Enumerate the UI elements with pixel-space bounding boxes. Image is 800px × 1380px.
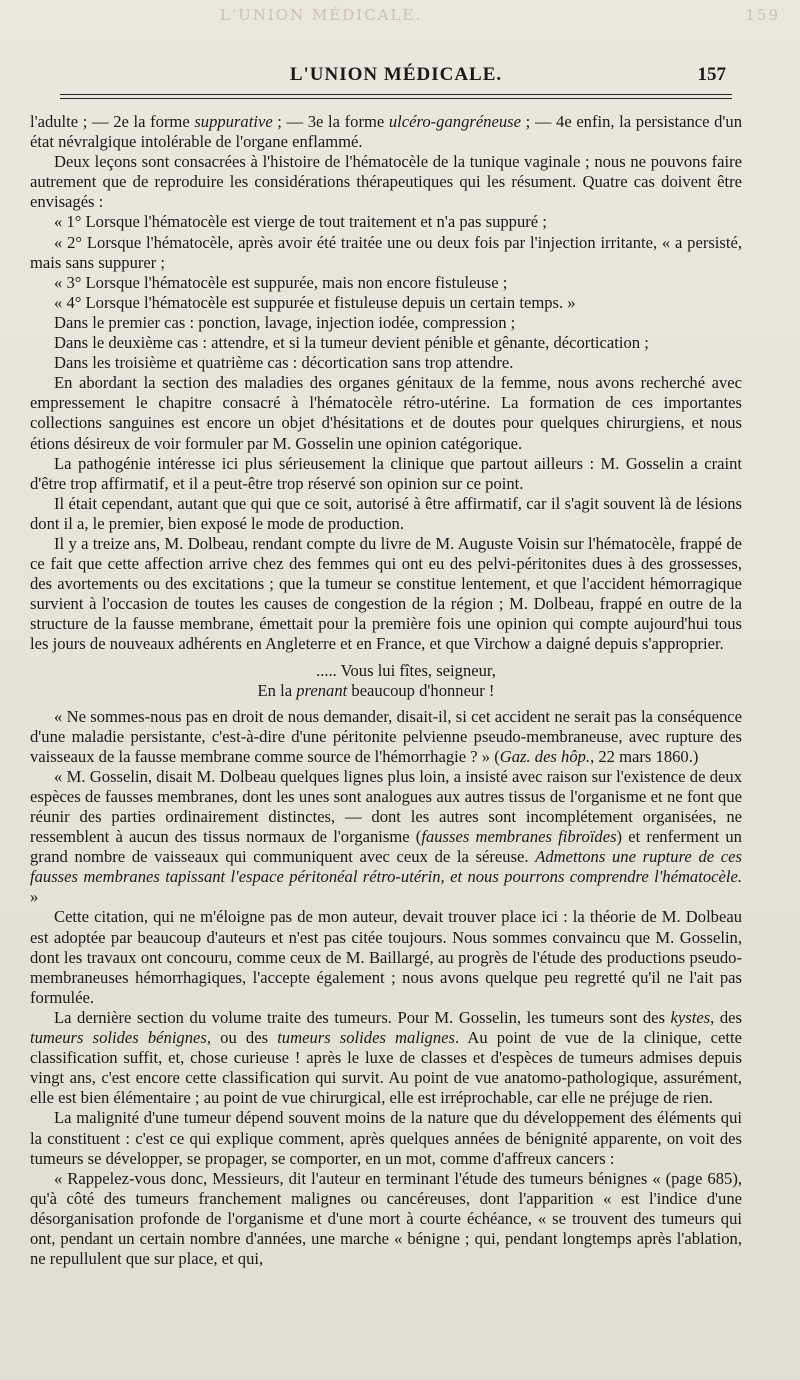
verse-line-2-emphasis: prenant (296, 680, 348, 700)
paragraph (30, 333, 742, 353)
header-rule (60, 94, 732, 95)
paragraph (30, 707, 742, 767)
text-run: , ou des (206, 1028, 278, 1048)
text-block-2 (30, 707, 742, 1270)
bleed-through-page-number: 159 (745, 6, 780, 24)
bleed-through-title: L'UNION MÉDICALE. (220, 6, 423, 24)
text-block-1 (30, 112, 742, 655)
text-run: la forme (128, 112, 195, 131)
verse-line-1: ..... Vous lui fîtes, seigneur, (316, 660, 496, 680)
emphasis-text: kystes (670, 1007, 711, 1027)
text-run: « Rappelez-vous donc, Messieurs, dit l'auteur en terminant l'étude des tumeurs bénignes « (page 685), qu'à côté des tumeurs franchement malignes ou cancéreuses, dont l'apparition « est l'indice d'une désorganisation profonde de l'organisme et d'une mort à courte échéance, « se trouvent des tumeurs qui ont, pendant un certain nombre d'années, une marche « bénigne ; qui, pendant longtemps après l'ablation, ne repullulent que sur place, et qui, (30, 1168, 742, 1269)
emphasis-text: tumeurs solides bénignes (30, 1028, 207, 1048)
text-run: » (30, 887, 39, 907)
text-run: « 2° Lorsque l'hématocèle, après avoir été traitée une ou deux fois par l'injection irritante, « a persisté, mais sans suppurer ; (30, 232, 742, 272)
text-run: enfin, la persistance d'un état névralgique intolérable de l'organe enflammé. (30, 112, 742, 152)
paragraph (30, 273, 742, 293)
text-run: . Au point de vue de la clinique, cette classification suffit, et, chose curieuse ! après le luxe de classes et d'espèces de tumeurs admises depuis vingt ans, c'est encore cette classification qui survit. Au point de vue anatomo-pathologique, assurément, elle est bien élémentaire ; au point de vue chirurgical, elle est irréprochable, car elle ne préjuge de rien. (30, 1028, 742, 1108)
text-run: « 3° Lorsque l'hématocèle est suppurée, mais non encore fistuleuse ; (54, 272, 508, 292)
text-run: « Ne sommes-nous pas en droit de nous demander, disait-il, si cet accident ne serait pas la conséquence d'une maladie persistante, c'est-à-dire d'une péritonite pelvienne pseudo-membraneuse, avec rupture des vaisseaux de la fausse membrane comme source de l'hémorrhagie ? » ( (30, 706, 742, 766)
bleed-through-header (220, 6, 780, 24)
paragraph (30, 293, 742, 313)
text-run: Deux leçons sont consacrées à l'histoire de l'hématocèle de la tunique vaginale ; nous ne pouvons faire autrement que de reproduire les considérations thérapeutiques qui les résument. Quatre cas doivent être envisagés : (30, 152, 742, 212)
text-run: , des (710, 1007, 742, 1027)
text-run: Dans les troisième et quatrième cas : décortication sans trop attendre. (54, 353, 514, 373)
text-run: En abordant la section des maladies des organes génitaux de la femme, nous avons recherché avec empressement le chapitre consacré à l'hématocèle rétro-utérine. La formation de ces importantes collections sanguines est encore un objet d'hésitations et de doutes pour quelques chirurgiens, et nous étions désireux de voir formuler par M. Gosselin une opinion catégorique. (30, 373, 742, 453)
page-number: 157 (697, 64, 726, 85)
verse-line-2-end: beaucoup d'honneur ! (347, 680, 495, 700)
text-run: Dans le premier cas : ponction, lavage, injection iodée, compression ; (54, 312, 516, 332)
paragraph (30, 907, 742, 1007)
text-run: Il était cependant, autant que qui que ce soit, autorisé à être affirmatif, car il s'agit souvent là de lésions dont il a, le premier, bien exposé le mode de production. (30, 493, 742, 533)
text-run: La pathogénie intéresse ici plus sérieusement la clinique que partout ailleurs : M. Gosselin a craint d'être trop affirmatif, et il a peut-être trop réservé son opinion sur ce point. (30, 453, 742, 493)
text-run: Dans le deuxième cas : attendre, et si la tumeur devient pénible et gênante, décortication ; (54, 333, 649, 353)
paragraph (30, 1169, 742, 1269)
emphasis-text: fausses membranes fibroïdes (421, 827, 617, 847)
paragraph (30, 313, 742, 333)
emphasis-text: ulcéro-gangréneuse (388, 112, 521, 131)
paragraph (30, 534, 742, 655)
paragraph (30, 373, 742, 453)
text-run: ; — 3 (272, 112, 317, 131)
paragraph (30, 1108, 742, 1168)
text-run: e (121, 112, 129, 131)
emphasis-text: Gaz. des hôp. (499, 746, 591, 766)
paragraph (30, 767, 742, 908)
text-run: La dernière section du volume traite des tumeurs. Pour M. Gosselin, les tumeurs sont des (54, 1007, 671, 1027)
verse-line-2-start: En la (257, 680, 297, 700)
text-run: la forme (323, 112, 389, 131)
text-run: , 22 mars 1860.) (590, 746, 699, 766)
emphasis-text: suppurative (194, 112, 273, 131)
text-run: ; — 4 (520, 112, 565, 131)
paragraph (30, 1008, 742, 1108)
text-run: ) et renferment un grand nombre de vaisseaux qui communiquent avec ceux de la séreuse. (30, 827, 742, 867)
header-rule-double (60, 98, 732, 99)
verse-quotation (30, 661, 742, 701)
paragraph (30, 353, 742, 373)
paragraph (30, 233, 742, 273)
text-run: « M. Gosselin, disait M. Dolbeau quelques lignes plus loin, a insisté avec raison sur l'existence de deux espèces de fausses membranes, dont les unes sont analogues aux autres tissus de l'organisme et ne font que réunir des parties ordinairement distinctes, — dont les autres sont incomplétement organisées, ne ressemblent à aucun des tissus normaux de l'organisme ( (30, 766, 742, 847)
paragraph (30, 494, 742, 534)
verse-line-2 (30, 681, 742, 701)
text-run: La malignité d'une tumeur dépend souvent moins de la nature que du développement des éléments qui la constituent : c'est ce qui explique comment, après quelques années de bénignité apparente, on voit des tumeurs se développer, se propager, se comporter, en un mot, comme d'affreux cancers : (30, 1108, 742, 1168)
running-header (60, 64, 732, 92)
paragraph (30, 112, 742, 152)
paragraph (30, 454, 742, 494)
journal-title: L'UNION MÉDICALE. (289, 64, 503, 85)
text-run: « 1° Lorsque l'hématocèle est vierge de tout traitement et n'a pas suppuré ; (54, 212, 547, 232)
emphasis-text: Admettons une rupture de ces fausses membranes tapissant l'espace péritonéal rétro-utérin, et nous pourrons comprendre l'hématocèle. (30, 847, 742, 887)
emphasis-text: tumeurs solides malignes (277, 1028, 455, 1048)
text-run: Il y a treize ans, M. Dolbeau, rendant compte du livre de M. Auguste Voisin sur l'hématocèle, frappé de ce fait que cette affection arrive chez des femmes qui ont eu des pelvi-péritonites dues à des grossesses, des avortements ou des excitations ; que la tumeur se constitue lentement, et que l'accident hémorragique survient à l'occasion de toutes les causes de congestion de la région ; M. Dolbeau, frappé en outre de la structure de la fausse membrane, émettait pour la première fois une opinion qui compte aujourd'hui tous les jours de nouveaux adhérents en Angleterre et en France, et que Virchow a daigné depuis s'approprier. (30, 533, 742, 654)
text-run: l'adulte ; — 2 (30, 112, 122, 131)
text-run: e (564, 112, 572, 131)
paragraph (30, 212, 742, 232)
text-run: « 4° Lorsque l'hématocèle est suppurée et fistuleuse depuis un certain temps. » (54, 292, 576, 312)
text-run: Cette citation, qui ne m'éloigne pas de mon auteur, devait trouver place ici : la théorie de M. Dolbeau est adoptée par beaucoup d'auteurs et n'est pas citée toujours. Nous sommes convaincu que M. Gosselin, dont les travaux ont concouru, comme ceux de M. Baillargé, au progrès de l'étude des productions pseudo-membraneuses hémorrhagiques, l'accepte également ; nous avons quelque peu regretté qu'il ne l'ait pas formulée. (30, 907, 742, 1007)
text-run: e (316, 112, 324, 131)
article-body (30, 112, 742, 1269)
paragraph (30, 152, 742, 212)
